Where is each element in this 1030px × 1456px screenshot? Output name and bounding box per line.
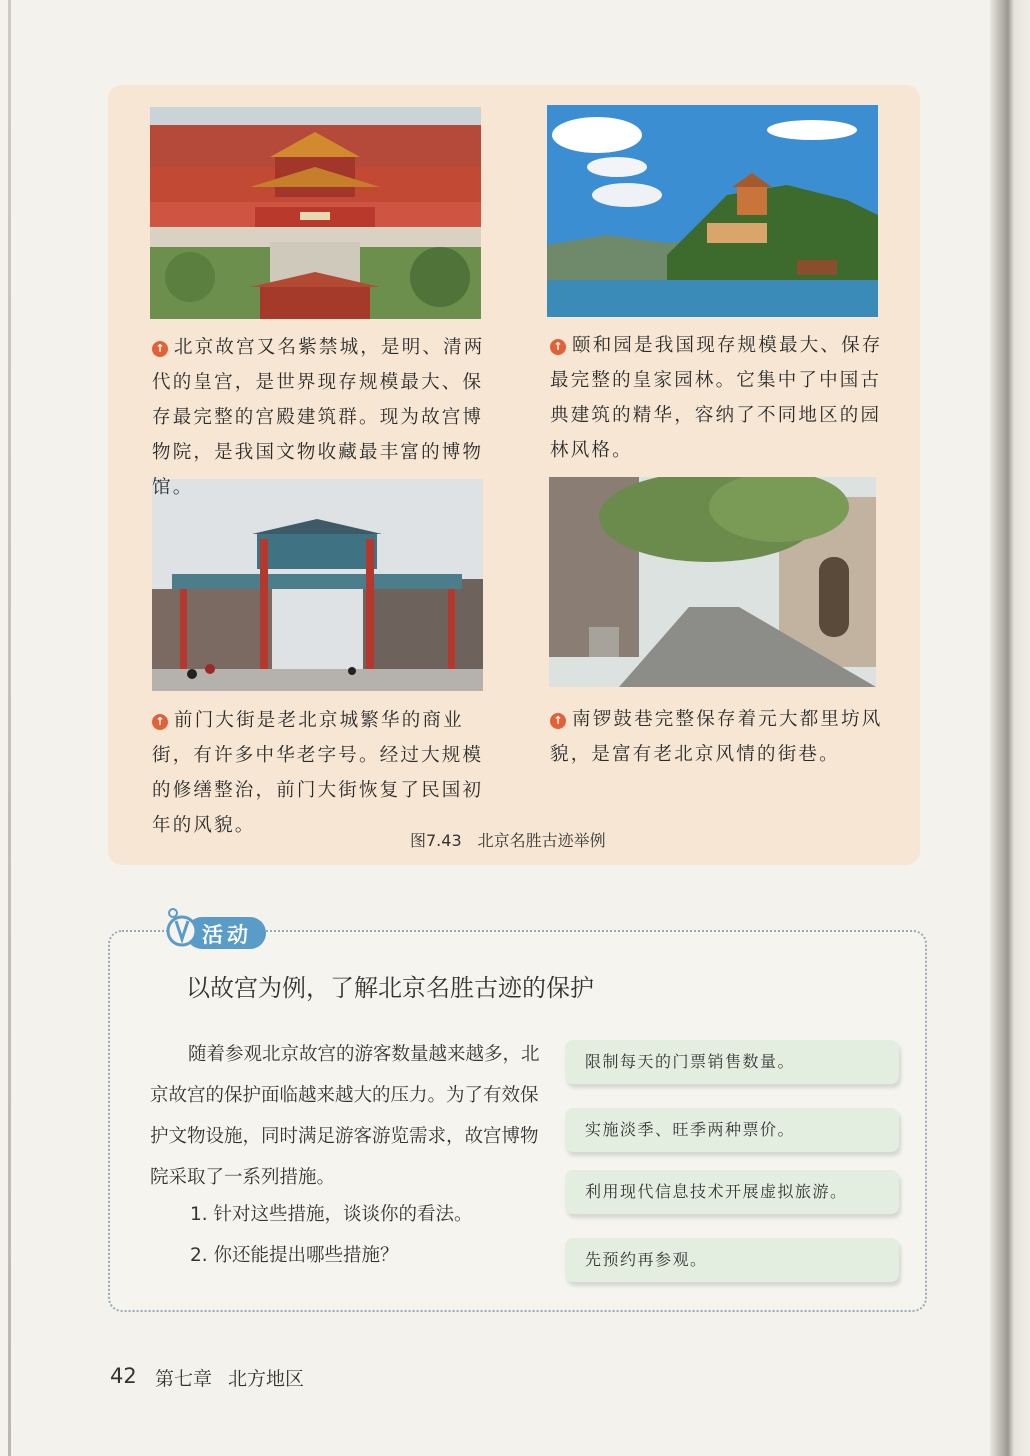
measure-card: 先预约再参观。 bbox=[565, 1238, 899, 1282]
measure-card: 限制每天的门票销售数量。 bbox=[565, 1040, 899, 1084]
caption-qianmen-street: ↑ 前门大街是老北京城繁华的商业街，有许多中华老字号。经过大规模的修缮整治，前门大街恢复了民国初年的风貌。 bbox=[152, 710, 484, 836]
activity-title: 以故宫为例，了解北京名胜古迹的保护 bbox=[186, 974, 594, 1002]
book-spine-edge bbox=[990, 0, 1030, 1456]
stethoscope-icon bbox=[162, 905, 202, 953]
summer-palace-photo bbox=[547, 105, 878, 317]
caption-summer-palace: ↑ 颐和园是我国现存规模最大、保存最完整的皇家园林。它集中了中国古典建筑的精华，容纳了不同地区的园林风格。 bbox=[550, 335, 883, 461]
measure-card: 实施淡季、旺季两种票价。 bbox=[565, 1108, 899, 1152]
caption-forbidden-city: ↑ 北京故宫又名紫禁城，是明、清两代的皇宫，是世界现存规模最大、保存最完整的宫殿建筑群。现为故宫博物院，是我国文物收藏最丰富的博物馆。 bbox=[152, 337, 485, 498]
chapter-footer: 第七章 北方地区 bbox=[155, 1368, 305, 1390]
up-arrow-icon: ↑ bbox=[550, 713, 566, 729]
activity-question-2: 2. 你还能提出哪些措施？ bbox=[190, 1245, 399, 1266]
page-number: 42 bbox=[110, 1364, 137, 1388]
activity-question-1: 1. 针对这些措施，谈谈你的看法。 bbox=[190, 1204, 473, 1225]
activity-body: 随着参观北京故宫的游客数量越来越多，北京故宫的保护面临越来越大的压力。为了有效保护文物设施，同时满足游客游览需求，故宫博物院采取了一系列措施。 bbox=[150, 1044, 540, 1188]
measure-card: 利用现代信息技术开展虚拟旅游。 bbox=[565, 1170, 899, 1214]
page-edge-left bbox=[8, 0, 11, 1456]
qianmen-street-photo bbox=[152, 479, 483, 691]
figure-title: 图7.43 北京名胜古迹举例 bbox=[410, 831, 606, 850]
forbidden-city-photo bbox=[150, 107, 481, 319]
activity-badge: 活动 bbox=[162, 905, 272, 953]
up-arrow-icon: ↑ bbox=[152, 714, 168, 730]
up-arrow-icon: ↑ bbox=[550, 339, 566, 355]
up-arrow-icon: ↑ bbox=[152, 341, 168, 357]
caption-nanluoguxiang: ↑ 南锣鼓巷完整保存着元大都里坊风貌，是富有老北京风情的街巷。 bbox=[550, 709, 883, 765]
nanluoguxiang-photo bbox=[549, 477, 876, 687]
